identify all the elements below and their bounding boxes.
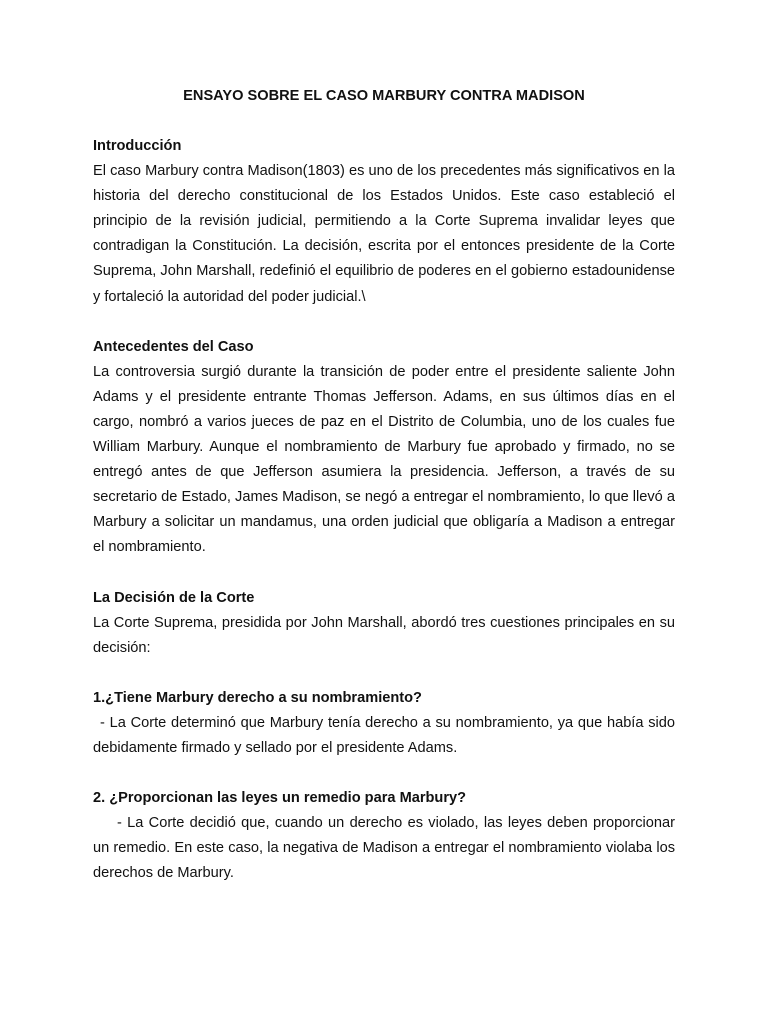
- section-heading: 2. ¿Proporcionan las leyes un remedio para Marbury?: [93, 790, 467, 807]
- section-introduccion: [93, 134, 675, 310]
- section-body: La controversia surgió durante la transición de poder entre el presidente saliente John Adams y el presidente entrante Thomas Jefferson. Adams, en sus últimos días en el cargo, nombró a varios jueces de paz en el Distrito de Columbia, uno de los cuales fue William Marbury. Aunque el nombramiento de Marbury fue aprobado y firmado, no se entregó antes de que Jefferson asumiera la presidencia. Jefferson, a través de su secretario de Estado, James Madison, se negó a entregar el nombramiento, lo que llevó a Marbury a solicitar un mandamus, una orden judicial que obligaría a Madison a entregar el nombramiento.: [93, 363, 675, 556]
- section-heading: La Decisión de la Corte: [93, 589, 255, 606]
- section-decision: [93, 586, 675, 661]
- section-heading: Antecedentes del Caso: [93, 338, 254, 355]
- document-content: [93, 86, 675, 911]
- section-antecedentes: [93, 335, 675, 561]
- section-heading: Introducción: [93, 138, 182, 154]
- document-title: ENSAYO SOBRE EL CASO MARBURY CONTRA MADISON: [183, 88, 585, 104]
- section-heading: 1.¿Tiene Marbury derecho a su nombramiento?: [93, 689, 422, 706]
- section-body: - La Corte determinó que Marbury tenía derecho a su nombramiento, ya que había sido debidamente firmado y sellado por el presidente Adams.: [93, 714, 675, 756]
- section-question-2: [93, 786, 675, 886]
- section-body: - La Corte decidió que, cuando un derecho es violado, las leyes deben proporcionar un remedio. En este caso, la negativa de Madison a entregar el nombramiento violaba los derechos de Marbury.: [93, 815, 675, 882]
- section-question-1: [93, 686, 675, 761]
- section-body: La Corte Suprema, presidida por John Marshall, abordó tres cuestiones principales en su decisión:: [93, 614, 675, 656]
- section-body: El caso Marbury contra Madison(1803) es uno de los precedentes más significativos en la historia del derecho constitucional de los Estados Unidos. Este caso estableció el principio de la revisión judicial, permitiendo a la Corte Suprema invalidar leyes que contradigan la Constitución. La decisión, escrita por el entonces presidente de la Corte Suprema, John Marshall, redefinió el equilibrio de poderes en el gobierno estadounidense y fortaleció la autoridad del poder judicial.\: [93, 163, 675, 305]
